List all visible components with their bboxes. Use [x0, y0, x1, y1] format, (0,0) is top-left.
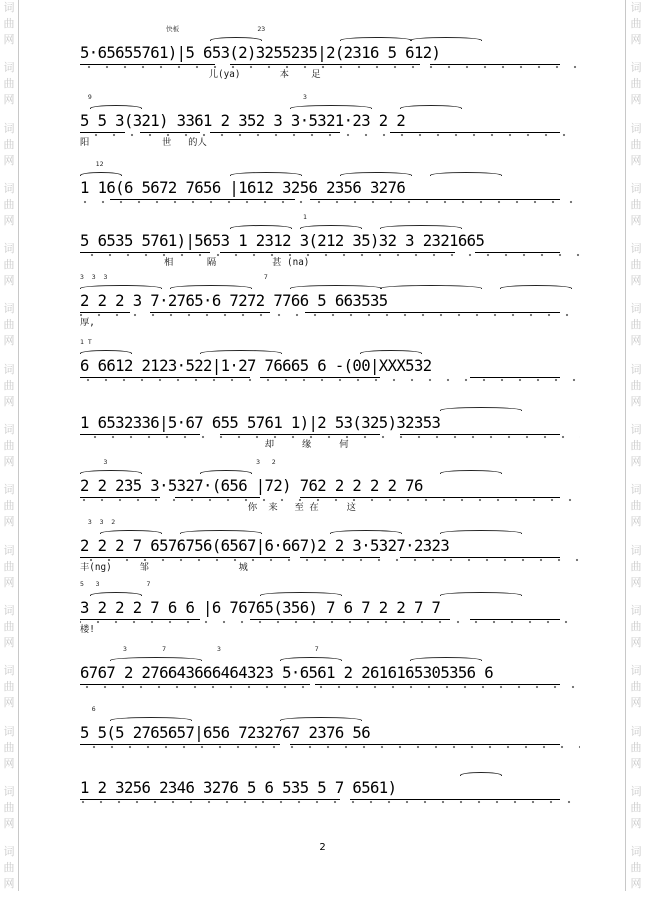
watermark-glyph: 词 — [3, 181, 15, 195]
watermark-group — [627, 241, 645, 301]
watermark-glyph: 词 — [3, 543, 15, 557]
watermark-glyph: 词 — [3, 302, 15, 316]
slur — [430, 172, 502, 176]
note-sequence: 5 6535 5761)|5653 1 2312 3(212 35)32 3 2321665 — [80, 232, 485, 250]
note-sequence: 6767 2 276643666464323 5·6561 2 2616165305356 6 — [80, 664, 494, 682]
slur — [380, 285, 482, 289]
watermark-group — [0, 603, 18, 663]
watermark-right — [627, 0, 645, 904]
grace-note-marks: 3 3 2 — [80, 518, 116, 526]
slur — [80, 350, 132, 354]
watermark-glyph: 网 — [3, 877, 15, 891]
slur — [80, 172, 122, 176]
watermark-glyph: 曲 — [3, 619, 15, 633]
grace-note-marks: 12 — [80, 160, 104, 168]
lyrics-line: 楼! — [80, 624, 95, 635]
note-sequence: 6 6612 2123·522|1·27 76665 6 -(00|XXX532 — [80, 357, 432, 375]
octave-dots — [80, 200, 580, 204]
grace-note-marks: 3 3 3 7 — [80, 273, 268, 281]
watermark-glyph: 曲 — [630, 800, 642, 814]
watermark-left — [0, 0, 18, 904]
lyrics-line: 丰(ng) 邹 城 — [80, 562, 248, 573]
watermark-glyph: 曲 — [630, 318, 642, 332]
watermark-glyph: 曲 — [630, 197, 642, 211]
watermark-glyph: 网 — [3, 816, 15, 830]
watermark-glyph: 曲 — [3, 559, 15, 573]
watermark-group — [0, 784, 18, 844]
slur — [230, 225, 292, 229]
watermark-glyph: 词 — [630, 724, 642, 738]
watermark-glyph: 曲 — [3, 680, 15, 694]
watermark-group — [627, 844, 645, 904]
watermark-glyph: 曲 — [630, 740, 642, 754]
slur — [200, 350, 282, 354]
grace-note-marks: 9 3 — [80, 93, 307, 101]
grace-note-marks: 快板 23 — [80, 25, 266, 33]
watermark-glyph: 网 — [630, 756, 642, 770]
watermark-glyph: 曲 — [3, 197, 15, 211]
watermark-glyph: 曲 — [3, 740, 15, 754]
slur — [330, 530, 402, 534]
slur — [460, 772, 502, 776]
watermark-glyph: 曲 — [630, 619, 642, 633]
watermark-glyph: 词 — [630, 61, 642, 75]
slur — [400, 105, 462, 109]
slur — [80, 285, 162, 289]
watermark-glyph: 网 — [3, 515, 15, 529]
lyrics-line: 却 缘 何 — [80, 439, 349, 450]
slur — [290, 105, 372, 109]
grace-note-marks: 1 T — [80, 338, 92, 346]
watermark-glyph: 网 — [3, 575, 15, 589]
watermark-glyph: 曲 — [630, 258, 642, 272]
lyrics-line: 阳 世 的人 — [80, 137, 207, 148]
note-sequence: 1 6532336|5·67 655 5761 1)|2 53(325)32353 — [80, 414, 441, 432]
slur — [200, 470, 252, 474]
watermark-group — [0, 362, 18, 422]
watermark-group — [627, 724, 645, 784]
watermark-glyph: 词 — [3, 483, 15, 497]
slur — [110, 717, 192, 721]
watermark-glyph: 词 — [3, 242, 15, 256]
watermark-glyph: 词 — [630, 302, 642, 316]
watermark-glyph: 曲 — [3, 378, 15, 392]
watermark-glyph: 曲 — [3, 258, 15, 272]
slur — [90, 592, 142, 596]
watermark-glyph: 网 — [630, 153, 642, 167]
watermark-group — [627, 60, 645, 120]
note-sequence: 5·65655761)|5 653(2)3255235|2(2316 5 612) — [80, 44, 441, 62]
lyrics-line: 你 来 至 在 这 — [80, 502, 356, 513]
watermark-glyph: 词 — [630, 845, 642, 859]
watermark-glyph: 词 — [3, 423, 15, 437]
page-number: 2 — [319, 842, 326, 853]
watermark-glyph: 曲 — [3, 17, 15, 30]
watermark-glyph: 网 — [630, 394, 642, 408]
watermark-group — [0, 482, 18, 542]
watermark-glyph: 网 — [630, 33, 642, 46]
watermark-group — [0, 60, 18, 120]
octave-dots — [80, 800, 580, 804]
grace-note-marks: 3 3 2 — [80, 458, 276, 466]
note-sequence: 2 2 235 3·5327·(656 |72) 762 2 2 2 2 76 — [80, 477, 423, 495]
watermark-glyph: 网 — [3, 33, 15, 46]
watermark-group — [627, 121, 645, 181]
watermark-group — [627, 301, 645, 361]
note-sequence: 5 5 3(321) 3361 2 352 3 3·5321·23 2 2 — [80, 112, 406, 130]
watermark-glyph: 曲 — [630, 499, 642, 513]
slur — [440, 530, 522, 534]
watermark-glyph: 曲 — [630, 559, 642, 573]
watermark-glyph: 网 — [630, 816, 642, 830]
watermark-group — [627, 0, 645, 60]
watermark-group — [0, 663, 18, 723]
watermark-glyph: 网 — [630, 696, 642, 710]
watermark-glyph: 词 — [630, 483, 642, 497]
watermark-group — [0, 301, 18, 361]
score-line — [80, 760, 580, 840]
slur — [100, 530, 162, 534]
watermark-group — [627, 543, 645, 603]
watermark-glyph: 词 — [3, 121, 15, 135]
watermark-glyph: 网 — [3, 635, 15, 649]
slur — [170, 285, 252, 289]
slur — [90, 105, 142, 109]
watermark-glyph: 词 — [630, 423, 642, 437]
watermark-glyph: 网 — [3, 153, 15, 167]
grace-note-marks: 1 — [80, 213, 307, 221]
slur — [500, 285, 572, 289]
watermark-glyph: 曲 — [630, 861, 642, 875]
slur — [230, 172, 302, 176]
watermark-group — [0, 543, 18, 603]
watermark-group — [0, 181, 18, 241]
watermark-glyph: 曲 — [3, 800, 15, 814]
watermark-glyph: 曲 — [3, 861, 15, 875]
slur — [80, 470, 142, 474]
watermark-group — [627, 422, 645, 482]
watermark-glyph: 网 — [630, 877, 642, 891]
watermark-glyph: 词 — [3, 664, 15, 678]
slur — [290, 285, 382, 289]
watermark-glyph: 曲 — [3, 77, 15, 91]
watermark-group — [627, 181, 645, 241]
slur — [440, 407, 522, 411]
note-sequence: 3 2 2 2 7 6 6 |6 76765(356) 7 6 7 2 2 7 7 — [80, 599, 441, 617]
slur — [440, 470, 502, 474]
watermark-glyph: 网 — [3, 756, 15, 770]
watermark-group — [627, 784, 645, 844]
watermark-glyph: 曲 — [630, 378, 642, 392]
watermark-glyph: 曲 — [630, 680, 642, 694]
watermark-glyph: 网 — [3, 213, 15, 227]
watermark-group — [0, 724, 18, 784]
slur — [340, 37, 412, 41]
watermark-glyph: 网 — [630, 93, 642, 107]
slur — [340, 172, 412, 176]
watermark-glyph: 词 — [3, 1, 15, 14]
watermark-glyph: 词 — [630, 664, 642, 678]
note-sequence: 2 2 2 3 7·2765·6 7272 7766 5 663535 — [80, 292, 388, 310]
watermark-glyph: 网 — [630, 213, 642, 227]
watermark-glyph: 曲 — [3, 318, 15, 332]
watermark-group — [0, 844, 18, 904]
watermark-glyph: 网 — [630, 455, 642, 469]
left-margin-line — [18, 0, 19, 891]
watermark-glyph: 词 — [3, 603, 15, 617]
watermark-group — [0, 422, 18, 482]
watermark-glyph: 词 — [630, 784, 642, 798]
watermark-group — [627, 663, 645, 723]
note-sequence: 5 5(5 2765657|656 7232767 2376 56 — [80, 724, 371, 742]
watermark-glyph: 网 — [3, 93, 15, 107]
watermark-glyph: 词 — [3, 784, 15, 798]
lyrics-line: 厚, — [80, 317, 95, 328]
watermark-glyph: 曲 — [630, 137, 642, 151]
watermark-glyph: 网 — [3, 696, 15, 710]
watermark-glyph: 词 — [3, 362, 15, 376]
watermark-group — [627, 362, 645, 422]
slur — [210, 37, 262, 41]
watermark-group — [0, 241, 18, 301]
watermark-glyph: 词 — [3, 724, 15, 738]
watermark-glyph: 曲 — [3, 499, 15, 513]
note-sequence: 2 2 2 7 6576756(6567|6·667)2 2 3·5327·2323 — [80, 537, 450, 555]
watermark-group — [627, 603, 645, 663]
slur — [280, 657, 342, 661]
slur — [300, 225, 362, 229]
slur — [440, 592, 522, 596]
slur — [380, 225, 462, 229]
watermark-group — [0, 0, 18, 60]
watermark-glyph: 曲 — [3, 439, 15, 453]
lyrics-line: 相 隔 甚 (na) — [80, 257, 310, 268]
watermark-glyph: 曲 — [630, 77, 642, 91]
octave-dots — [80, 685, 580, 689]
watermark-glyph: 网 — [3, 334, 15, 348]
slur — [260, 592, 342, 596]
watermark-glyph: 网 — [3, 394, 15, 408]
watermark-glyph: 词 — [630, 1, 642, 14]
watermark-glyph: 网 — [630, 334, 642, 348]
watermark-glyph: 网 — [630, 575, 642, 589]
right-margin-line — [625, 0, 626, 891]
watermark-glyph: 曲 — [630, 439, 642, 453]
watermark-glyph: 网 — [3, 455, 15, 469]
octave-dots — [80, 378, 580, 382]
watermark-group — [627, 482, 645, 542]
grace-note-marks: 3 7 3 7 — [80, 645, 319, 653]
watermark-glyph: 曲 — [630, 17, 642, 30]
octave-dots — [80, 745, 580, 749]
watermark-glyph: 网 — [3, 274, 15, 288]
watermark-glyph: 网 — [630, 274, 642, 288]
grace-note-marks: 6 — [80, 705, 96, 713]
note-sequence: 1 2 3256 2346 3276 5 6 535 5 7 6561) — [80, 779, 397, 797]
slur — [410, 37, 482, 41]
watermark-glyph: 网 — [630, 635, 642, 649]
slur — [410, 657, 482, 661]
watermark-glyph: 词 — [630, 603, 642, 617]
watermark-glyph: 词 — [3, 61, 15, 75]
watermark-glyph: 词 — [630, 181, 642, 195]
slur — [180, 530, 262, 534]
watermark-glyph: 网 — [630, 515, 642, 529]
slur — [110, 657, 202, 661]
watermark-glyph: 词 — [630, 543, 642, 557]
lyrics-line: 儿(ya) 本 足 — [80, 69, 321, 80]
watermark-glyph: 曲 — [3, 137, 15, 151]
watermark-glyph: 词 — [630, 362, 642, 376]
slur — [360, 350, 422, 354]
note-sequence: 1 16(6 5672 7656 |1612 3256 2356 3276 — [80, 179, 406, 197]
grace-note-marks: 5 3 7 — [80, 580, 151, 588]
watermark-group — [0, 121, 18, 181]
watermark-glyph: 词 — [630, 121, 642, 135]
slur — [280, 717, 362, 721]
watermark-glyph: 词 — [630, 242, 642, 256]
watermark-glyph: 词 — [3, 845, 15, 859]
